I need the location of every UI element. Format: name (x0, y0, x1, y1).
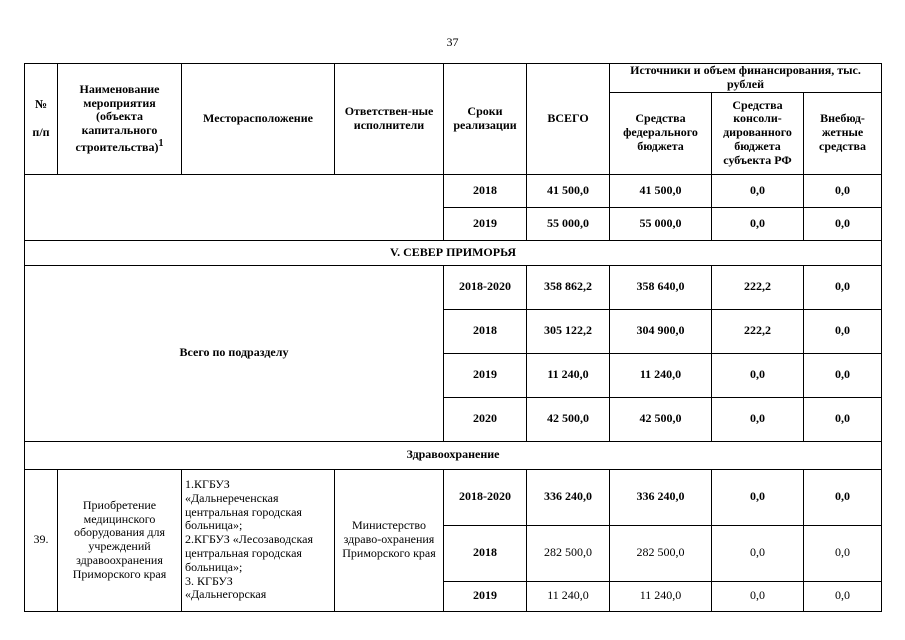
item-number: 39. (25, 469, 58, 611)
header-number (25, 64, 58, 175)
cell-total: 358 862,2 (527, 265, 610, 309)
cell-consolidated: 222,2 (712, 309, 804, 353)
cell-year: 2019 (444, 207, 527, 240)
empty-cell (25, 174, 444, 240)
location-line: больница»; (185, 559, 243, 574)
header-location: Месторасположение (182, 64, 335, 175)
header-number-symbol: № (34, 97, 48, 112)
cell-federal: 336 240,0 (610, 469, 712, 525)
header-number-abbrev: п/п (32, 124, 50, 139)
cell-federal: 304 900,0 (610, 309, 712, 353)
location-line: больница»; (185, 518, 243, 533)
cell-federal: 41 500,0 (610, 174, 712, 207)
item-responsible: Министерство здраво-охранения Приморского края (335, 469, 444, 611)
cell-year: 2019 (444, 353, 527, 397)
location-line: 3. КГБУЗ (185, 573, 233, 588)
header-name-text: Наименование мероприятия (объекта капитального строительства) (75, 81, 160, 154)
cell-federal: 11 240,0 (610, 353, 712, 397)
header-consolidated: Средства консоли-дированного бюджета субъекта РФ (712, 92, 804, 174)
location-line: 2.КГБУЗ «Лесозаводская (185, 532, 313, 547)
header-sources: Источники и объем финансирования, тыс. рублей (610, 64, 882, 93)
cell-extrabudget: 0,0 (804, 397, 882, 441)
section-row (25, 240, 882, 265)
location-line: центральная городская (185, 545, 302, 560)
header-extrabudget: Внебюд-жетные средства (804, 92, 882, 174)
cell-consolidated: 0,0 (712, 174, 804, 207)
cell-extrabudget: 0,0 (804, 265, 882, 309)
cell-extrabudget: 0,0 (804, 525, 882, 581)
table-row (25, 469, 882, 525)
financing-table (24, 63, 882, 612)
cell-total: 41 500,0 (527, 174, 610, 207)
location-line: «Дальнегорская (185, 587, 267, 602)
cell-consolidated: 0,0 (712, 207, 804, 240)
header-responsible: Ответствен-ные исполнители (335, 64, 444, 175)
header-period: Сроки реализации (444, 64, 527, 175)
cell-year: 2019 (444, 581, 527, 611)
header-federal: Средства федерального бюджета (610, 92, 712, 174)
cell-total: 305 122,2 (527, 309, 610, 353)
cell-year: 2018-2020 (444, 265, 527, 309)
cell-federal: 11 240,0 (610, 581, 712, 611)
cell-consolidated: 0,0 (712, 397, 804, 441)
cell-total: 11 240,0 (527, 353, 610, 397)
cell-year: 2018 (444, 525, 527, 581)
location-line: центральная городская (185, 504, 302, 519)
subsection-row (25, 441, 882, 469)
cell-year: 2020 (444, 397, 527, 441)
cell-federal: 55 000,0 (610, 207, 712, 240)
cell-extrabudget: 0,0 (804, 174, 882, 207)
cell-federal: 282 500,0 (610, 525, 712, 581)
cell-extrabudget: 0,0 (804, 469, 882, 525)
page-number: 37 (446, 35, 459, 49)
cell-extrabudget: 0,0 (804, 581, 882, 611)
table-row (25, 265, 882, 309)
subsection-title: Здравоохранение (25, 441, 882, 469)
cell-year: 2018 (444, 174, 527, 207)
item-name: Приобретение медицинского оборудования для учреждений здравоохранения Приморского края (58, 469, 182, 611)
header-total: ВСЕГО (527, 64, 610, 175)
cell-federal: 42 500,0 (610, 397, 712, 441)
cell-consolidated: 0,0 (712, 469, 804, 525)
item-location (182, 469, 335, 611)
cell-consolidated: 222,2 (712, 265, 804, 309)
location-line: «Дальнереченская (185, 490, 279, 505)
header-row-1 (25, 64, 882, 93)
cell-extrabudget: 0,0 (804, 309, 882, 353)
cell-total: 55 000,0 (527, 207, 610, 240)
cell-extrabudget: 0,0 (804, 353, 882, 397)
cell-extrabudget: 0,0 (804, 207, 882, 240)
header-name (58, 64, 182, 175)
cell-total: 336 240,0 (527, 469, 610, 525)
section-title: V. СЕВЕР ПРИМОРЬЯ (25, 240, 882, 265)
location-line: 1.КГБУЗ (185, 477, 230, 491)
cell-consolidated: 0,0 (712, 581, 804, 611)
cell-federal: 358 640,0 (610, 265, 712, 309)
cell-total: 282 500,0 (527, 525, 610, 581)
cell-total: 11 240,0 (527, 581, 610, 611)
subtotal-label: Всего по подразделу (25, 265, 444, 441)
cell-year: 2018-2020 (444, 469, 527, 525)
cell-year: 2018 (444, 309, 527, 353)
table-row (25, 174, 882, 207)
cell-total: 42 500,0 (527, 397, 610, 441)
cell-consolidated: 0,0 (712, 525, 804, 581)
header-name-footnote: 1 (158, 137, 164, 149)
cell-consolidated: 0,0 (712, 353, 804, 397)
